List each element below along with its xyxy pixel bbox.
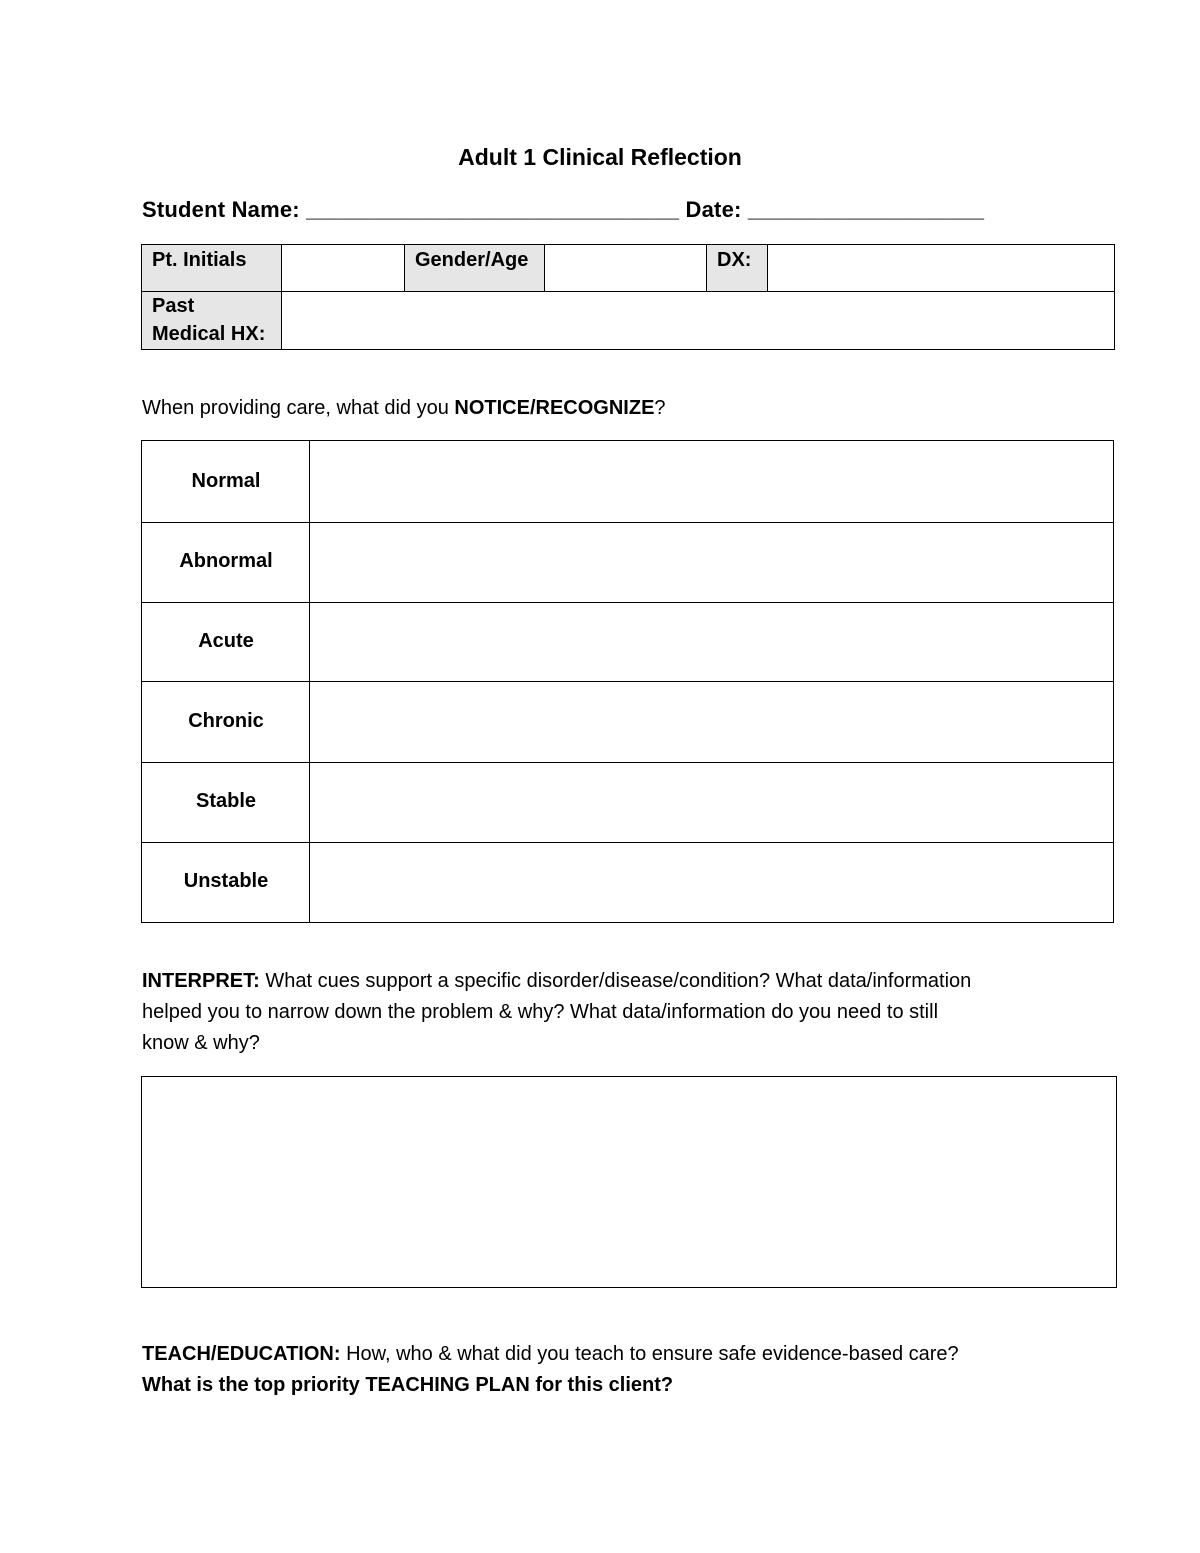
gender-age-label: Gender/Age [415, 249, 529, 271]
notice-prompt [142, 397, 666, 420]
teach-text-line1: How, who & what did you teach to ensure safe evidence-based care? [340, 1343, 959, 1365]
student-name-field[interactable]: ______________________________ [306, 197, 680, 222]
student-info-line [142, 197, 984, 223]
pt-initials-label: Pt. Initials [152, 249, 247, 271]
interpret-answer-box[interactable] [141, 1076, 1117, 1288]
teach-prompt-line2: What is the top priority TEACHING PLAN for this client? [142, 1374, 674, 1396]
teach-heading: TEACH/EDUCATION: [142, 1343, 341, 1365]
interpret-prompt-line1 [142, 970, 971, 993]
acute-field[interactable] [311, 603, 1112, 680]
date-label: Date: [685, 197, 742, 222]
notice-prompt-text: When providing care, what did you [142, 397, 455, 419]
row-label-abnormal: Abnormal [179, 550, 273, 572]
pmh-label-line2: Medical HX: [152, 323, 266, 345]
patient-info-table [141, 244, 1115, 350]
stable-field[interactable] [311, 763, 1112, 841]
date-field[interactable]: ___________________ [747, 197, 985, 222]
row-label-stable: Stable [195, 790, 257, 812]
pmh-field[interactable] [283, 293, 1113, 348]
dx-field[interactable] [769, 246, 1113, 290]
gender-age-field[interactable] [546, 246, 705, 290]
pmh-label-line1: Past [152, 295, 195, 317]
interpret-text-line1: What cues support a specific disorder/disease/condition? What data/information [259, 970, 972, 992]
notice-prompt-suffix: ? [654, 397, 666, 419]
interpret-prompt-line2: helped you to narrow down the problem & why? What data/information do you need to still [142, 1001, 939, 1023]
student-name-label: Student Name: [142, 197, 300, 222]
row-label-acute: Acute [198, 630, 254, 652]
dx-label: DX: [717, 249, 752, 271]
pt-initials-field[interactable] [283, 246, 403, 290]
interpret-prompt-line3: know & why? [142, 1032, 260, 1054]
normal-field[interactable] [311, 442, 1112, 521]
row-label-normal: Normal [191, 470, 261, 492]
notice-prompt-bold: NOTICE/RECOGNIZE [454, 397, 655, 419]
page-title: Adult 1 Clinical Reflection [458, 144, 742, 170]
row-label-unstable: Unstable [183, 870, 269, 892]
unstable-field[interactable] [311, 843, 1112, 921]
teach-prompt-line1 [142, 1343, 959, 1366]
chronic-field[interactable] [311, 682, 1112, 761]
row-label-chronic: Chronic [188, 710, 264, 732]
abnormal-field[interactable] [311, 523, 1112, 601]
interpret-heading: INTERPRET: [142, 970, 260, 992]
notice-table [141, 440, 1114, 923]
